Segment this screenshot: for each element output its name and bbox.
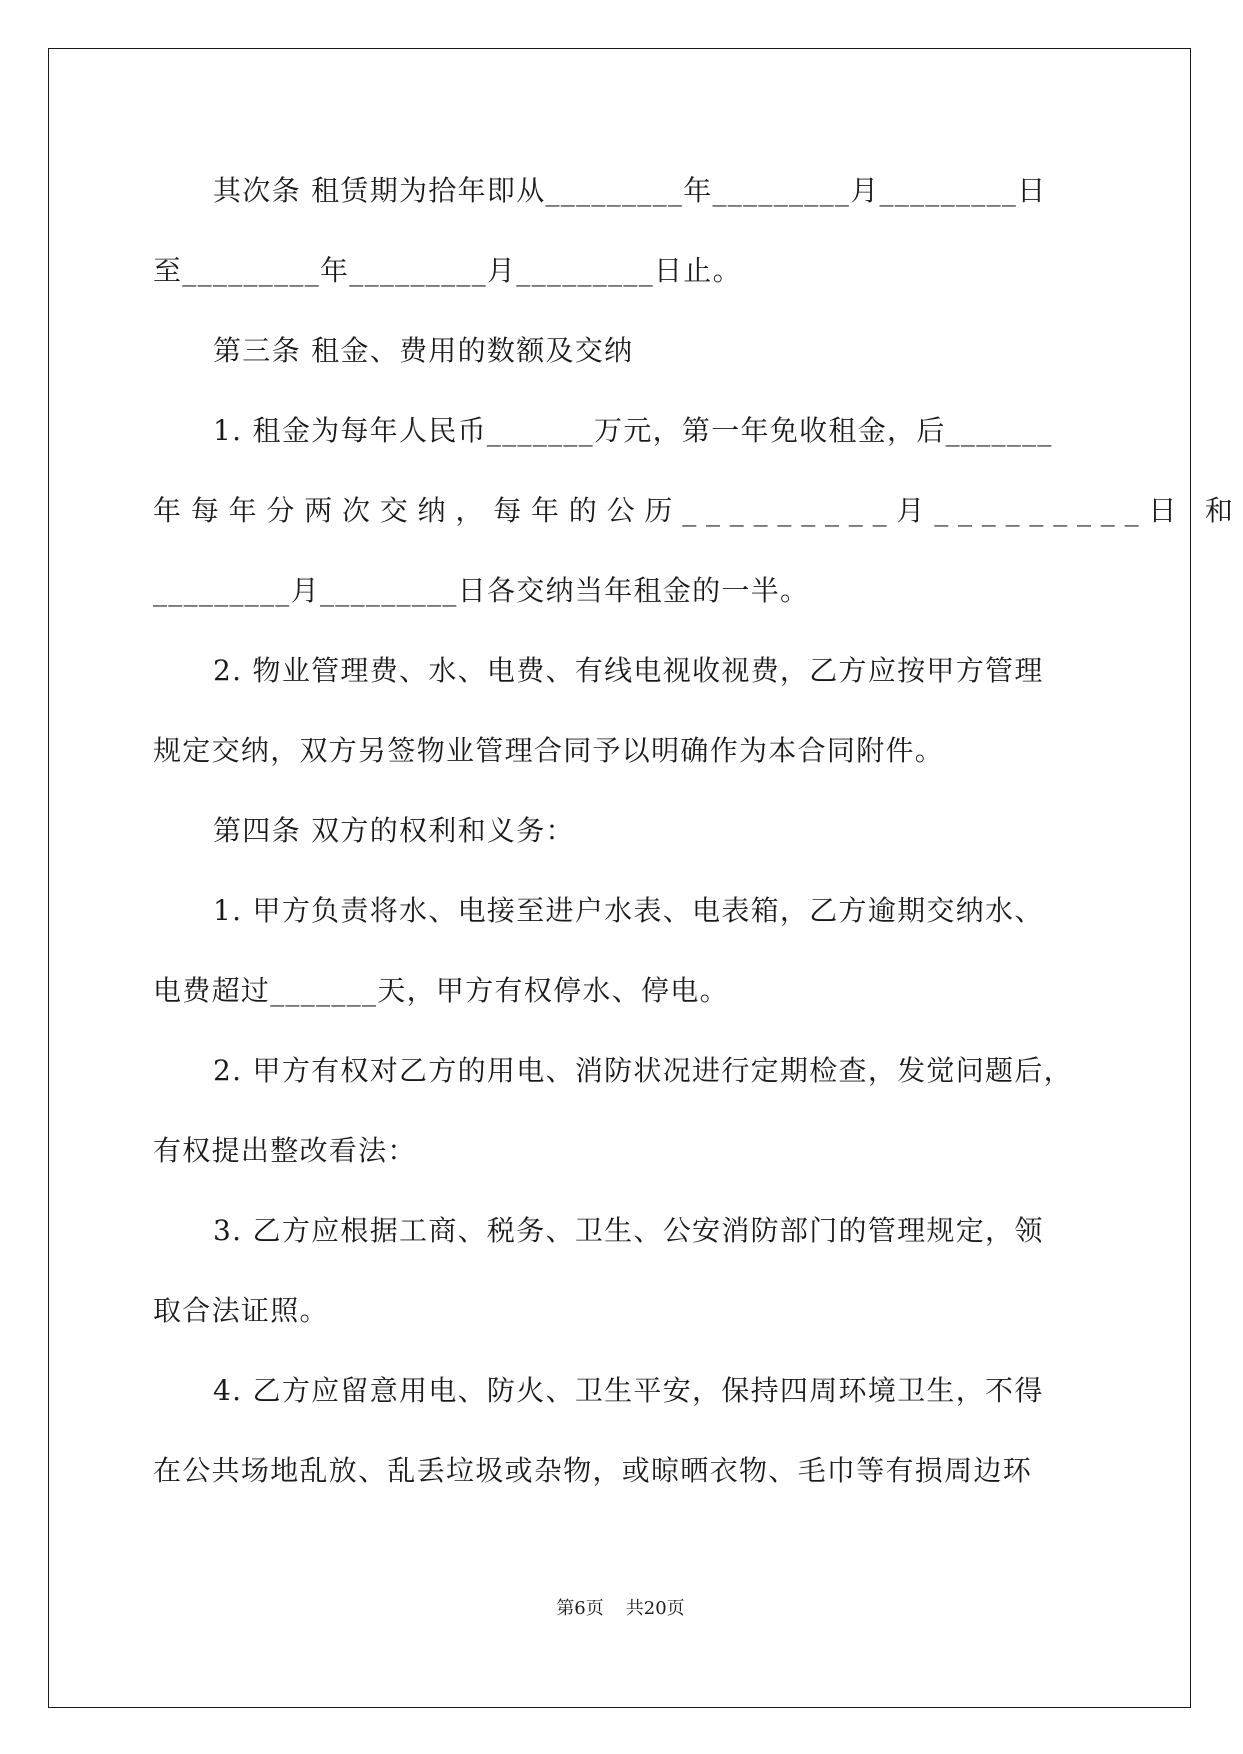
- section-heading: 第三条 租金、费用的数额及交纳: [213, 334, 634, 367]
- text-line: 至_________年_________月_________日止。: [153, 254, 742, 287]
- text-line: 2. 物业管理费、水、电费、有线电视收视费，乙方应按甲方管理: [213, 654, 1044, 687]
- text-line: _________月_________日各交纳当年租金的一半。: [153, 574, 810, 607]
- text-line: 规定交纳，双方另签物业管理合同予以明确作为本合同附件。: [153, 734, 945, 767]
- text-line: 1. 租金为每年人民币_______万元，第一年免收租金，后_______: [213, 414, 1053, 447]
- text-line: 在公共场地乱放、乱丢垃圾或杂物，或晾晒衣物、毛巾等有损周边环: [153, 1454, 1033, 1487]
- text-line: 3. 乙方应根据工商、税务、卫生、公安消防部门的管理规定，领: [213, 1214, 1044, 1247]
- text-line: 1. 甲方负责将水、电接至进户水表、电表箱，乙方逾期交纳水、: [213, 894, 1044, 927]
- text-line: 年每年分两次交纳，每年的公历_________月_________日 和: [153, 494, 1243, 527]
- text-line: 其次条 租赁期为拾年即从_________年_________月_________日: [213, 174, 1047, 207]
- section-heading: 第四条 双方的权利和义务：: [213, 814, 575, 847]
- page-total: 共20页: [625, 1598, 685, 1619]
- text-line: 4. 乙方应留意用电、防火、卫生平安，保持四周环境卫生，不得: [213, 1374, 1044, 1407]
- page-footer: [0, 1594, 1241, 1624]
- page-number: 第6页: [556, 1598, 604, 1619]
- text-line: 2. 甲方有权对乙方的用电、消防状况进行定期检查，发觉问题后，: [213, 1054, 1073, 1087]
- text-line: 电费超过_______天，甲方有权停水、停电。: [153, 974, 729, 1007]
- text-line: 取合法证照。: [153, 1294, 329, 1327]
- text-line: 有权提出整改看法：: [153, 1134, 417, 1167]
